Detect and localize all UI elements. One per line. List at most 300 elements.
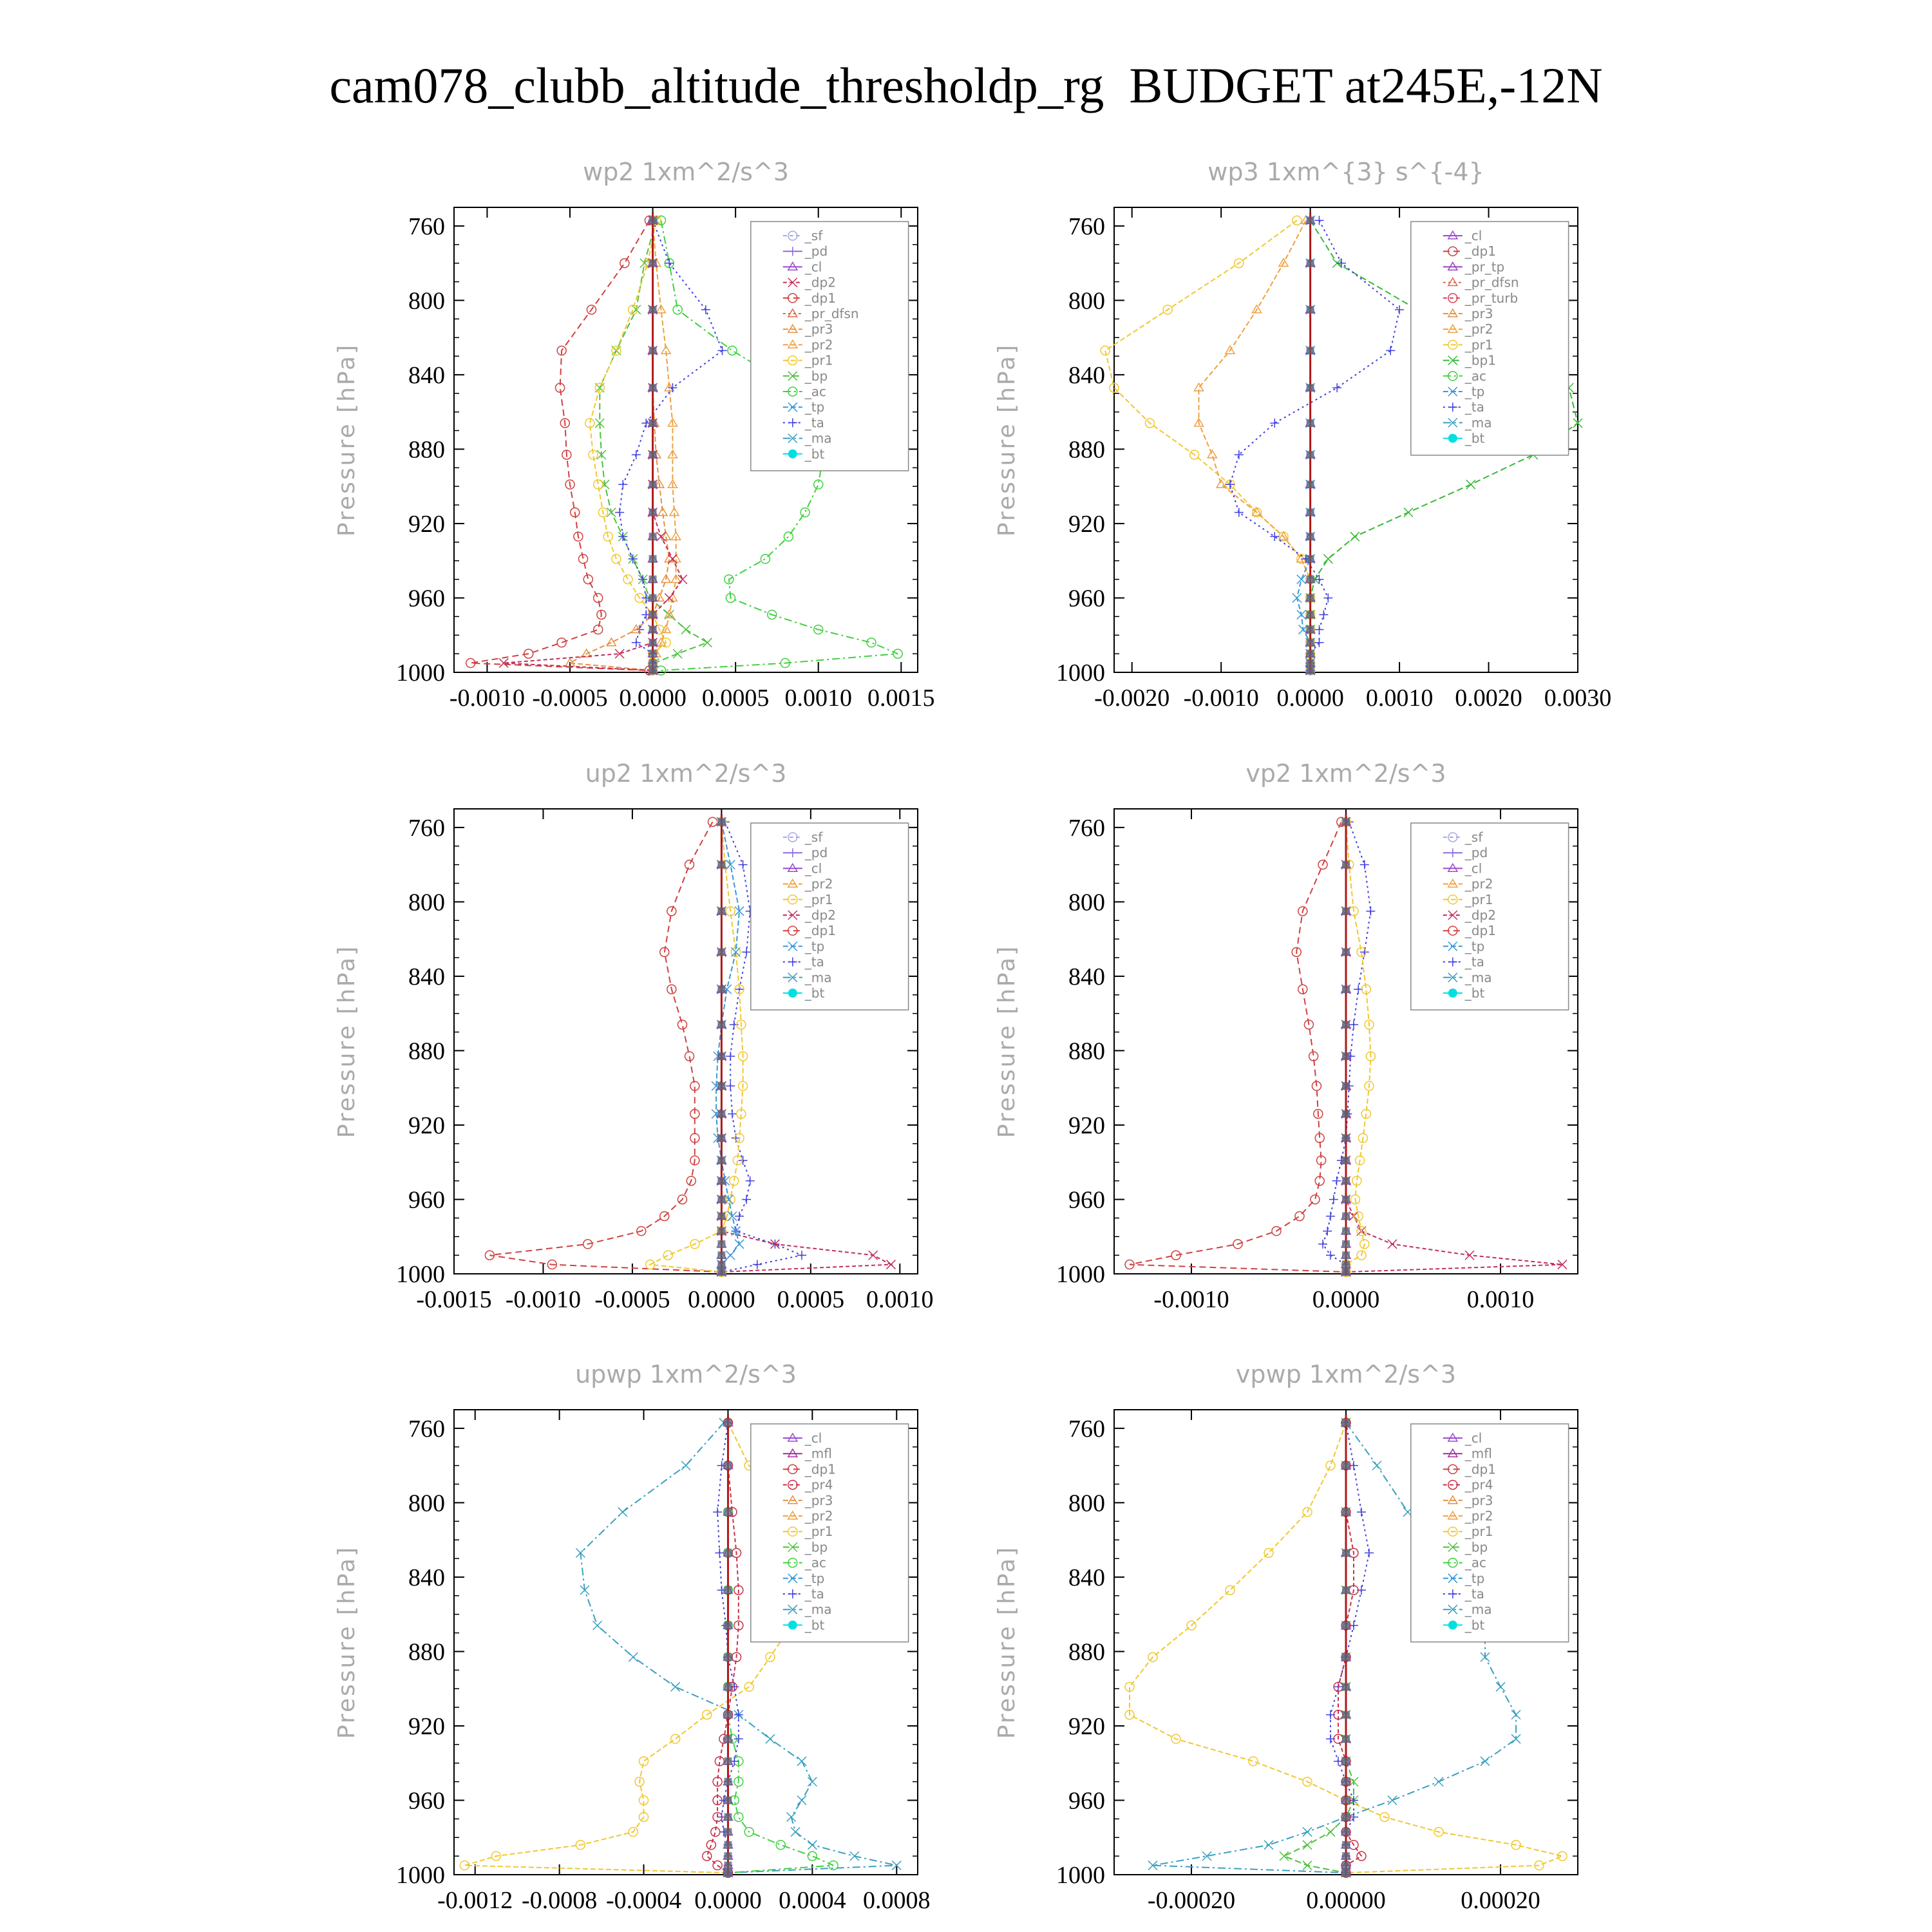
legend-marker: [788, 450, 797, 459]
y-tick-label: 1000: [396, 1862, 445, 1889]
zero-stack-marker: [724, 1778, 732, 1786]
legend-label: _cl: [1464, 860, 1482, 876]
data-point-dp2: [1388, 1240, 1397, 1249]
x-tick-label: -0.0012: [437, 1887, 513, 1914]
zero-stack-marker: [649, 594, 657, 601]
zero-stack-marker: [649, 626, 657, 634]
data-point-ta: [1357, 1508, 1366, 1517]
zero-stack-marker: [1342, 1711, 1350, 1719]
zero-stack-marker: [1342, 1134, 1350, 1142]
legend-label: _ma: [804, 1602, 832, 1618]
data-point-pr1: [1558, 1852, 1567, 1861]
data-point-dp1: [620, 259, 629, 268]
legend-label: _tp: [1464, 938, 1485, 954]
y-tick-label: 800: [408, 1490, 445, 1517]
data-point-ma: [766, 1734, 775, 1743]
x-tick-label: 0.0010: [1365, 685, 1434, 712]
zero-stack-marker: [1342, 907, 1350, 915]
x-tick-label: -0.0010: [505, 1286, 582, 1313]
legend-label: _bp: [1464, 1539, 1488, 1555]
data-point-pr4: [706, 1841, 715, 1850]
legend-label: _cl: [804, 860, 822, 876]
data-point-tp: [1297, 575, 1306, 584]
panel-2: [994, 158, 1611, 712]
zero-stack-marker: [1342, 1462, 1350, 1470]
zero-stack-marker: [724, 1508, 732, 1516]
data-point-ta: [1395, 305, 1404, 314]
data-point-ma: [797, 1757, 806, 1766]
zero-stack-marker: [717, 1227, 725, 1235]
zero-stack-marker: [1342, 1862, 1350, 1870]
legend-label: _pr1: [1464, 337, 1493, 353]
zero-stack-marker: [1342, 1852, 1350, 1860]
data-point-ta: [742, 1195, 751, 1204]
zero-stack-marker: [724, 1862, 732, 1870]
zero-stack-marker: [1307, 667, 1314, 674]
y-tick-label: 880: [408, 1037, 445, 1065]
zero-stack-marker: [1307, 576, 1314, 583]
zero-stack-marker: [649, 509, 657, 516]
legend-label: _pr1: [1464, 1524, 1493, 1540]
y-tick-label: 960: [408, 1787, 445, 1815]
zero-stack-marker: [724, 1757, 732, 1765]
data-point-ma: [1481, 1757, 1490, 1766]
data-point-ta: [746, 1177, 755, 1186]
legend-label: _pr2: [804, 337, 833, 353]
zero-stack-marker: [717, 1251, 725, 1259]
series-line-dp1: [489, 822, 721, 1272]
y-tick-label: 880: [1068, 1037, 1105, 1065]
data-point-pr1: [1226, 1586, 1235, 1595]
legend-label: _ta: [1464, 1586, 1484, 1602]
zero-stack-marker: [724, 1869, 732, 1877]
legend-label: _dp2: [804, 907, 836, 923]
zero-stack-marker: [1342, 1157, 1350, 1164]
zero-stack-marker: [724, 1683, 732, 1690]
zero-stack-marker: [1342, 1778, 1350, 1786]
zero-stack-marker: [1342, 1796, 1350, 1804]
data-point-ac: [784, 532, 793, 541]
legend-label: _pr2: [1464, 876, 1493, 892]
legend-label: _ac: [804, 1555, 827, 1571]
zero-stack-marker: [649, 419, 657, 427]
panel-6: [994, 1360, 1578, 1914]
data-point-bp: [1280, 1852, 1289, 1861]
data-point-bp1: [1404, 508, 1413, 517]
data-point-ta: [701, 305, 710, 314]
zero-stack-marker: [717, 1261, 725, 1269]
figure-title: cam078_clubb_altitude_thresholdp_rg BUDGET at245E,-12N: [329, 57, 1603, 113]
data-point-ma: [1264, 1841, 1273, 1850]
y-tick-label: 800: [1068, 287, 1105, 315]
legend-label: _cl: [804, 259, 822, 275]
data-point-ma: [797, 1795, 806, 1804]
y-tick-label: 800: [408, 287, 445, 315]
zero-stack-marker: [649, 639, 657, 647]
data-point-pr1: [663, 1251, 672, 1260]
data-point-ac: [867, 638, 876, 647]
legend-label: _ta: [1464, 954, 1484, 970]
data-point-ta: [739, 1156, 748, 1165]
legend-label: _pr1: [804, 1524, 833, 1540]
data-point-ta: [728, 1110, 737, 1119]
zero-stack-marker: [717, 948, 725, 956]
legend-label: _dp2: [804, 274, 836, 290]
legend-label: _ac: [804, 384, 827, 399]
y-axis-label: Pressure [hPa]: [334, 343, 360, 537]
legend-label: _ma: [1464, 969, 1492, 985]
data-point-pr1: [1249, 1757, 1258, 1766]
data-point-bp: [703, 638, 712, 647]
series-line-dp1: [471, 220, 650, 670]
panel-title: wp3 1xm^{3} s^{-4}: [1208, 158, 1484, 186]
legend-label: _pr2: [804, 1508, 833, 1524]
zero-stack-marker: [717, 907, 725, 915]
data-point-ta: [1314, 638, 1323, 647]
zero-stack-marker: [1342, 818, 1350, 826]
data-point-ta: [1326, 1251, 1335, 1260]
data-point-ma: [1496, 1682, 1505, 1691]
panel-title: vpwp 1xm^2/s^3: [1235, 1360, 1457, 1388]
zero-stack-marker: [1307, 346, 1314, 354]
y-tick-label: 960: [1068, 1787, 1105, 1815]
data-point-ta: [632, 450, 641, 459]
legend-label: _mfl: [804, 1446, 832, 1462]
y-tick-label: 920: [1068, 1112, 1105, 1139]
x-tick-label: 0.00020: [1461, 1887, 1540, 1914]
y-tick-label: 1000: [396, 659, 445, 687]
legend-label: _bt: [804, 446, 825, 462]
zero-stack-marker: [649, 667, 657, 674]
y-tick-label: 800: [1068, 1490, 1105, 1517]
data-point-ma: [1511, 1710, 1520, 1719]
zero-stack-marker: [724, 1735, 732, 1743]
legend-marker: [1448, 989, 1457, 998]
series-line-tp: [716, 822, 739, 1272]
series-line-dp1: [1130, 822, 1346, 1272]
zero-stack-marker: [1307, 260, 1314, 267]
legend-marker: [788, 989, 797, 998]
legend-label: _pr3: [804, 1492, 833, 1508]
data-point-pr1: [1264, 1548, 1273, 1557]
legend-label: _bt: [1464, 1617, 1485, 1633]
x-tick-label: 0.0000: [619, 685, 687, 712]
zero-stack-marker: [1307, 533, 1314, 540]
legend-label: _pr3: [1464, 306, 1493, 321]
data-point-ma: [1388, 1795, 1397, 1804]
data-point-ta: [739, 860, 748, 869]
data-point-bp: [1326, 1828, 1335, 1837]
data-point-ta: [1235, 508, 1244, 517]
zero-stack-marker: [1307, 216, 1314, 224]
x-tick-label: -0.0010: [1183, 685, 1259, 712]
data-point-ma: [593, 1621, 602, 1630]
zero-stack-marker: [717, 1082, 725, 1090]
data-point-ac: [728, 346, 737, 355]
zero-stack-marker: [724, 1813, 732, 1821]
x-tick-label: 0.0010: [1466, 1286, 1535, 1313]
y-axis-label: Pressure [hPa]: [334, 944, 360, 1139]
zero-stack-marker: [1342, 1841, 1350, 1849]
data-point-ta: [1332, 1177, 1341, 1186]
legend-label: _tp: [804, 938, 825, 954]
legend-label: _ta: [1464, 399, 1484, 415]
data-point-pr4: [703, 1852, 712, 1861]
data-point-ta: [735, 1211, 744, 1220]
legend-label: _bp: [804, 1539, 828, 1555]
y-tick-label: 960: [408, 1186, 445, 1214]
zero-stack-marker: [717, 985, 725, 993]
data-point-ma: [787, 1812, 796, 1821]
zero-stack-marker: [717, 1110, 725, 1118]
zero-stack-marker: [1342, 1419, 1350, 1426]
legend-label: _dp1: [1464, 243, 1496, 260]
data-point-dp2: [678, 575, 687, 584]
data-point-ta: [1366, 907, 1375, 916]
data-point-ta: [1360, 860, 1369, 869]
legend-label: _pr_turb: [1464, 290, 1519, 306]
x-tick-label: -0.0005: [532, 685, 608, 712]
x-tick-label: 0.0000: [1276, 685, 1344, 712]
x-tick-label: -0.0004: [605, 1887, 682, 1914]
data-point-ma: [671, 1682, 680, 1691]
legend-label: _pd: [804, 243, 828, 260]
data-point-ma: [850, 1852, 859, 1861]
zero-stack-marker: [724, 1549, 732, 1557]
y-tick-label: 880: [1068, 436, 1105, 464]
legend-label: _ta: [804, 415, 824, 431]
x-tick-label: -0.0008: [522, 1887, 598, 1914]
zero-stack-marker: [717, 861, 725, 869]
zero-stack-marker: [1307, 509, 1314, 516]
zero-stack-marker: [717, 1177, 725, 1185]
y-tick-label: 920: [408, 1712, 445, 1740]
legend-label: _bp1: [1464, 352, 1496, 368]
y-tick-label: 1000: [1056, 659, 1105, 687]
data-point-bp: [1303, 1861, 1312, 1870]
zero-stack-marker: [724, 1852, 732, 1860]
legend-label: _pr1: [804, 891, 833, 907]
y-tick-label: 960: [408, 585, 445, 612]
data-point-ma: [629, 1653, 638, 1662]
data-point-bp: [607, 508, 616, 517]
series-line-pr2: [1199, 220, 1311, 670]
data-point-ma: [618, 1508, 627, 1517]
zero-stack-marker: [724, 1419, 732, 1426]
zero-stack-marker: [724, 1828, 732, 1836]
zero-stack-marker: [1342, 1268, 1350, 1276]
legend-label: _ma: [804, 969, 832, 985]
y-axis-label: Pressure [hPa]: [994, 343, 1020, 537]
data-point-dp1: [583, 575, 592, 584]
x-tick-label: 0.0010: [866, 1286, 934, 1313]
data-point-ta: [1365, 1548, 1374, 1557]
legend-label: _pr1: [804, 352, 833, 368]
zero-stack-marker: [717, 1212, 725, 1220]
zero-stack-marker: [724, 1462, 732, 1470]
y-tick-label: 760: [1068, 213, 1105, 240]
data-point-tp: [1293, 593, 1302, 602]
zero-stack-marker: [1342, 1082, 1350, 1090]
data-point-tp: [735, 1240, 744, 1249]
legend-label: _pr4: [1464, 1477, 1493, 1493]
data-point-ac: [761, 554, 770, 564]
zero-stack-marker: [724, 1711, 732, 1719]
data-point-ta: [713, 1508, 722, 1517]
legend-marker: [1448, 1620, 1457, 1629]
data-point-tp: [1297, 610, 1306, 619]
zero-stack-marker: [1342, 1212, 1350, 1220]
data-point-bp1: [1466, 480, 1475, 489]
legend-label: _pr3: [804, 321, 833, 337]
data-point-pr1: [623, 575, 632, 584]
legend-label: _dp1: [1464, 923, 1496, 939]
y-tick-label: 880: [1068, 1638, 1105, 1666]
zero-stack-marker: [1342, 1021, 1350, 1028]
data-point-ma: [808, 1777, 817, 1786]
y-axis-label: Pressure [hPa]: [994, 1545, 1020, 1739]
data-point-ta: [618, 480, 627, 489]
legend-label: _tp: [804, 399, 825, 415]
zero-stack-marker: [649, 260, 657, 267]
y-tick-label: 960: [1068, 585, 1105, 612]
data-point-ma: [1372, 1461, 1381, 1470]
zero-stack-marker: [1342, 1052, 1350, 1060]
y-tick-label: 1000: [1056, 1862, 1105, 1889]
legend-label: _ma: [1464, 415, 1492, 431]
legend-label: _bt: [804, 1617, 825, 1633]
data-point-ma: [808, 1841, 817, 1850]
x-tick-label: -0.0010: [449, 685, 526, 712]
zero-stack-marker: [649, 576, 657, 583]
legend-label: _pr1: [1464, 891, 1493, 907]
legend-label: _sf: [1464, 829, 1483, 845]
zero-stack-marker: [1307, 594, 1314, 601]
data-point-ta: [715, 1548, 724, 1557]
data-point-pr1: [671, 1734, 680, 1743]
zero-stack-marker: [724, 1653, 732, 1661]
data-point-dp1: [594, 625, 603, 634]
legend-label: _ta: [804, 954, 824, 970]
zero-stack-marker: [649, 346, 657, 354]
zero-stack-marker: [717, 1052, 725, 1060]
data-point-bp: [681, 625, 690, 634]
zero-stack-marker: [1307, 611, 1314, 618]
zero-stack-marker: [1342, 1240, 1350, 1248]
legend-label: _ta: [804, 1586, 824, 1602]
legend-label: _dp2: [1464, 907, 1496, 923]
series-line-pr3: [570, 220, 669, 670]
zero-stack-marker: [1342, 1869, 1350, 1877]
zero-stack-marker: [717, 1134, 725, 1142]
zero-stack-marker: [1342, 861, 1350, 869]
zero-stack-marker: [717, 1021, 725, 1028]
zero-stack-marker: [1342, 1757, 1350, 1765]
panel-1: [334, 158, 935, 712]
legend-label: _pr2: [1464, 321, 1493, 337]
zero-stack-marker: [1342, 1261, 1350, 1269]
legend-label: _bt: [804, 985, 825, 1001]
legend-label: _pr_tp: [1464, 259, 1505, 275]
series-line-tp: [1297, 220, 1311, 670]
series-line-ta: [620, 220, 723, 670]
x-tick-label: 0.0005: [777, 1286, 845, 1313]
zero-stack-marker: [717, 818, 725, 826]
x-tick-label: 0.0008: [863, 1887, 931, 1914]
panel-title: up2 1xm^2/s^3: [585, 759, 787, 788]
legend-label: _pd: [1464, 845, 1488, 861]
zero-stack-marker: [1307, 480, 1314, 488]
legend-label: _bt: [1464, 985, 1485, 1001]
data-point-ma: [1511, 1734, 1520, 1743]
data-point-dp1: [708, 817, 717, 826]
zero-stack-marker: [724, 1622, 732, 1629]
data-point-ma: [1434, 1777, 1443, 1786]
data-point-dp2: [869, 1251, 878, 1260]
zero-stack-marker: [649, 650, 657, 658]
x-tick-label: -0.0015: [416, 1286, 492, 1313]
legend-label: _bp: [804, 368, 828, 384]
zero-stack-marker: [1307, 419, 1314, 427]
legend-label: _mfl: [1464, 1446, 1492, 1462]
y-tick-label: 840: [1068, 361, 1105, 389]
legend-label: _pr4: [804, 1477, 833, 1493]
zero-stack-marker: [1307, 659, 1314, 667]
zero-stack-marker: [1307, 650, 1314, 658]
x-tick-label: 0.0000: [694, 1887, 762, 1914]
zero-stack-marker: [724, 1796, 732, 1804]
zero-stack-marker: [649, 384, 657, 392]
data-point-ac: [808, 1852, 817, 1861]
data-point-ta: [1270, 532, 1279, 541]
data-point-ta: [1323, 593, 1332, 602]
y-tick-label: 760: [408, 1415, 445, 1443]
y-tick-label: 920: [408, 510, 445, 538]
legend-label: _sf: [804, 829, 823, 845]
y-tick-label: 840: [408, 963, 445, 990]
x-tick-label: -0.00020: [1147, 1887, 1236, 1914]
zero-stack-marker: [1307, 451, 1314, 459]
x-tick-label: 0.00000: [1306, 1887, 1386, 1914]
y-axis-label: Pressure [hPa]: [334, 1545, 360, 1739]
y-tick-label: 880: [408, 436, 445, 464]
data-point-ta: [1314, 625, 1323, 634]
y-tick-label: 800: [408, 889, 445, 916]
zero-stack-marker: [649, 659, 657, 667]
y-axis-label: Pressure [hPa]: [994, 944, 1020, 1139]
data-point-dp1: [1295, 1211, 1304, 1220]
zero-stack-marker: [1342, 1508, 1350, 1516]
y-tick-label: 960: [1068, 1186, 1105, 1214]
x-tick-label: -0.0005: [594, 1286, 670, 1313]
zero-stack-marker: [1342, 1549, 1350, 1557]
zero-stack-marker: [724, 1586, 732, 1594]
x-tick-label: 0.0010: [784, 685, 852, 712]
x-tick-label: -0.0010: [1153, 1286, 1229, 1313]
legend-label: _dp1: [804, 923, 836, 939]
zero-stack-marker: [1342, 1227, 1350, 1235]
y-tick-label: 840: [408, 1564, 445, 1591]
zero-stack-marker: [649, 306, 657, 314]
zero-stack-marker: [1342, 1110, 1350, 1118]
zero-stack-marker: [1307, 306, 1314, 314]
zero-stack-marker: [1342, 1683, 1350, 1690]
panel-title: upwp 1xm^2/s^3: [575, 1360, 797, 1388]
legend-label: _pr2: [1464, 1508, 1493, 1524]
data-point-ac: [800, 508, 810, 517]
y-tick-label: 920: [1068, 510, 1105, 538]
zero-stack-marker: [717, 1240, 725, 1248]
